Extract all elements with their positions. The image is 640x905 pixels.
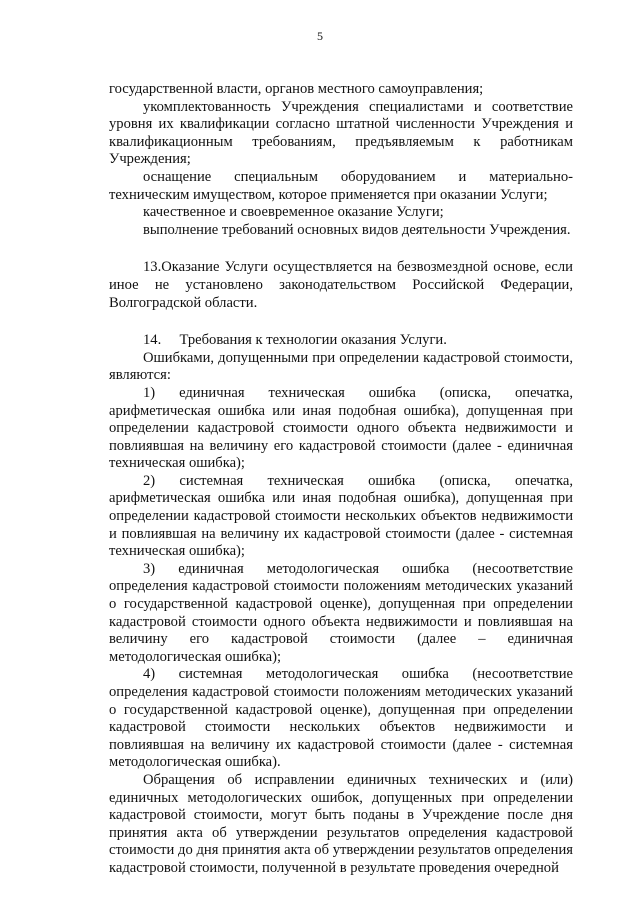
paragraph-error-type-2: 2) системная техническая ошибка (описка, опечатка, арифметическая ошибка или иная подобная ошибка), допущенная при определении кадастровой стоимости нескольких объектов недвижимости и повлиявшая на величину их кадастровой стоимости (далее - системная техническая ошибка); [109, 472, 573, 560]
paragraph-gap [109, 239, 573, 259]
paragraph-error-type-3: 3) единичная методологическая ошибка (несоответствие определения кадастровой стоимости положениям методических указаний о государственной кадастровой оценке), допущенная при определении кадастровой стоимости одного объекта недвижимости и повлиявшая на величину его кадастровой стоимости (далее – единичная методологическая ошибка); [109, 560, 573, 665]
paragraph-requirements: выполнение требований основных видов деятельности Учреждения. [143, 221, 571, 238]
paragraph-correction-requests: Обращения об исправлении единичных технических и (или) единичных методологических ошибок, допущенных при определении кадастровой стоимости, могут быть поданы в Учреждение после дня принятия акта об утверждении результатов определения кадастровой стоимости до дня принятия акта об утверждении результатов определения кадастровой стоимости, полученной в результате проведения очередной [109, 771, 573, 876]
paragraph-item-14-heading: 14. Требования к технологии оказания Услуги. [143, 332, 447, 349]
paragraph-gap [109, 312, 573, 332]
paragraph-item-13: 13.Оказание Услуги осуществляется на безвозмездной основе, если иное не установлено законодательством Российской Федерации, Волгоградской области. [109, 259, 573, 311]
paragraph-error-type-4: 4) системная методологическая ошибка (несоответствие определения кадастровой стоимости положениям методических указаний о государственной кадастровой оценке), допущенная при определении кадастровой стоимости нескольких объектов недвижимости и повлиявшая на величину их кадастровой стоимости (далее - системная методологическая ошибка). [109, 666, 573, 771]
paragraph-error-type-1: 1) единичная техническая ошибка (описка, опечатка, арифметическая ошибка или иная подобная ошибка), допущенная при определении кадастровой стоимости одного объекта недвижимости и повлиявшая на величину его кадастровой стоимости (далее - единичная техническая ошибка); [109, 384, 573, 472]
paragraph-staffing: укомплектованность Учреждения специалистами и соответствие уровня их квалификации согласно штатной численности Учреждения и квалификационным требованиям, предъявляемым к работникам Учреждения; [109, 98, 573, 168]
paragraph-quality: качественное и своевременное оказание Услуги; [143, 204, 444, 221]
document-body [109, 81, 573, 878]
paragraph-continuation: государственной власти, органов местного самоуправления; [109, 81, 484, 97]
paragraph-errors-intro: Ошибками, допущенными при определении кадастровой стоимости, являются: [109, 349, 573, 384]
paragraph-equipment: оснащение специальным оборудованием и материально-техническим имуществом, которое применяется при оказании Услуги; [109, 168, 573, 203]
page-number: 5 [317, 29, 323, 43]
